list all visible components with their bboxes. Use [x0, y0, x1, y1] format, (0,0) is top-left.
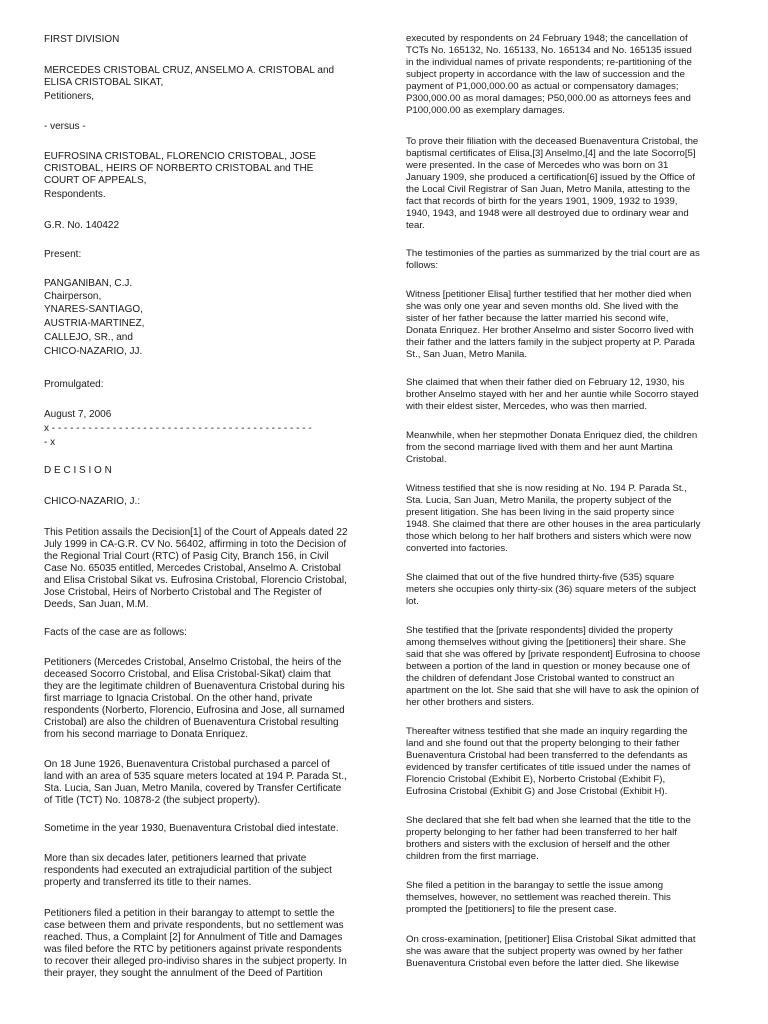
right-column-text-line: P100,000.00 as exemplary damages. — [406, 105, 565, 116]
left-column-text-line: - versus - — [44, 121, 86, 132]
left-column-text-line: YNARES-SANTIAGO, — [44, 304, 143, 315]
right-column-text-line: from the second marriage lived with them and her aunt Martina — [406, 442, 673, 453]
right-column-text-line: Eufrosina Cristobal (Exhibit G) and Jose Cristobal (Exhibit H). — [406, 786, 668, 797]
left-column-text-line: CHICO-NAZARIO, JJ. — [44, 346, 143, 357]
left-column-text-line: Chairperson, — [44, 291, 102, 302]
right-column-text-line: children from the first marriage. — [406, 851, 539, 862]
right-column-text-line: fact that records of birth for the years 1901, 1909, 1932 to 1939, — [406, 196, 678, 207]
left-column-text-line: July 1999 in CA-G.R. CV No. 56402, affirming in toto the Decision of — [44, 539, 347, 550]
right-column-text-line: those which belong to her half brothers and sisters which were now — [406, 531, 692, 542]
right-column-text-line: Witness [petitioner Elisa] further testified that her mother died when — [406, 289, 692, 300]
right-column-text-line: executed by respondents on 24 February 1948; the cancellation of — [406, 33, 688, 44]
left-column-text-line: land with an area of 535 square meters located at 194 P. Parada St., — [44, 771, 347, 782]
right-column-text-line: the Local Civil Registrar of San Juan, Metro Manila, attesting to the — [406, 184, 691, 195]
right-column-text-line: 1940, 1943, and 1948 were all destroyed due to ordinary wear and — [406, 208, 689, 219]
right-column-text-line: She testified that the [private respondents] divided the property — [406, 625, 673, 636]
left-column-text-line: was filed before the RTC by petitioners against private respondents — [44, 944, 342, 955]
left-column-text-line: their prayer, they sought the annulment of the Deed of Partition — [44, 968, 323, 979]
left-column-text-line: Sometime in the year 1930, Buenaventura Cristobal died intestate. — [44, 823, 339, 834]
left-column-text-line: they are the legitimate children of Buenaventura Cristobal during his — [44, 681, 345, 692]
left-column-text-line: the Regional Trial Court (RTC) of Pasig City, Branch 156, in Civil — [44, 551, 329, 562]
left-column-text-line: COURT OF APPEALS, — [44, 175, 147, 186]
right-column-text-line: Cristobal. — [406, 454, 447, 465]
right-column-text-line: January 1909, she produced a certification[6] issued by the Office of — [406, 172, 695, 183]
right-column-text-line: St., San Juan, Metro Manila. — [406, 349, 528, 360]
right-column-text-line: Buenaventura Cristobal had been transferred to the defendants as — [406, 750, 688, 761]
left-column-text-line: On 18 June 1926, Buenaventura Cristobal purchased a parcel of — [44, 759, 330, 770]
left-column-text-line: case between them and private respondents, but no settlement was — [44, 920, 344, 931]
right-column-text-line: Florencio Cristobal (Exhibit E), Norberto Cristobal (Exhibit F), — [406, 774, 666, 785]
right-column-text-line: the children of defendant Jose Cristobal wanted to construct an — [406, 673, 675, 684]
right-column-text-line: Buenaventura Cristobal even before the latter died. She likewise — [406, 958, 680, 969]
left-column-text-line: CALLEJO, SR., and — [44, 332, 133, 343]
left-column-text-line: to recover their alleged pro-indiviso shares in the subject property. In — [44, 956, 347, 967]
right-column-text-line: Meanwhile, when her stepmother Donata Enriquez died, the children — [406, 430, 698, 441]
left-column-text-line: deceased Socorro Cristobal, and Elisa Cristobal-Sikat) claim that — [44, 669, 331, 680]
left-column-text-line: Promulgated: — [44, 379, 104, 390]
left-column-text-line: CRISTOBAL, HEIRS OF NORBERTO CRISTOBAL and THE — [44, 163, 314, 174]
right-column-text-line: The testimonies of the parties as summarized by the trial court are as — [406, 248, 700, 259]
right-column-text-line: She claimed that when their father died on February 12, 1930, his — [406, 377, 685, 388]
right-column-text-line: To prove their filiation with the deceased Buenaventura Cristobal, the — [406, 136, 699, 147]
left-column-text-line: of Title (TCT) No. 10878-2 (the subject property). — [44, 795, 261, 806]
left-column-text-line: Deeds, San Juan, M.M. — [44, 599, 149, 610]
right-column-text-line: lot. — [406, 596, 419, 607]
left-column-text-line: Petitioners (Mercedes Cristobal, Anselmo Cristobal, the heirs of the — [44, 657, 342, 668]
right-column-text-line: she was only one year and seven months old. She lived with the — [406, 301, 679, 312]
left-column-text-line: x - - - - - - - - - - - - - - - - - - - - - - - - - - - - - - - - - - - - - - - - - - - — [44, 423, 312, 434]
left-column-text-line: MERCEDES CRISTOBAL CRUZ, ANSELMO A. CRISTOBAL and — [44, 65, 335, 76]
left-column-text-line: G.R. No. 140422 — [44, 220, 120, 231]
left-column-text-line: ELISA CRISTOBAL SIKAT, — [44, 77, 164, 88]
right-column-text-line: She filed a petition in the barangay to settle the issue among — [406, 880, 664, 891]
right-column-text-line: brothers and sisters with the exclusion of herself and the other — [406, 839, 670, 850]
left-column-text-line: reached. Thus, a Complaint [2] for Annulment of Title and Damages — [44, 932, 343, 943]
right-column-text-line: tear. — [406, 220, 425, 231]
left-column-text-line: EUFROSINA CRISTOBAL, FLORENCIO CRISTOBAL, JOSE — [44, 151, 316, 162]
right-column-text-line: subject property in accordance with the law of succession and the — [406, 69, 685, 80]
right-column-text-line: meters she occupies only thirty-six (36) square meters of the subject — [406, 584, 697, 595]
left-column-text-line: respondents had executed an extrajudicial partition of the subject — [44, 865, 332, 876]
right-column-text-line: said that she was offered by [private respondent] Eufrosina to choose — [406, 649, 701, 660]
left-column-text-line: Petitioners, — [44, 91, 95, 102]
left-column-text-line: This Petition assails the Decision[1] of the Court of Appeals dated 22 — [44, 527, 348, 538]
left-column-text-line: Jose Cristobal, Heirs of Norberto Cristobal and The Register of — [44, 587, 322, 598]
right-column-text-line: between a portion of the land in question or money because one of — [406, 661, 690, 672]
right-column-text-line: sister of her father because the latter married his second wife, — [406, 313, 669, 324]
right-column-text-line: in the individual names of private respondents; re-partitioning of the — [406, 57, 692, 68]
left-column-text-line: Facts of the case are as follows: — [44, 627, 187, 638]
right-column-text-line: She declared that she felt bad when she learned that the title to the — [406, 815, 691, 826]
left-column-text-line: Case No. 65035 entitled, Mercedes Cristobal, Anselmo A. Cristobal — [44, 563, 341, 574]
right-column-text-line: P300,000.00 as moral damages; P50,000.00 as attorneys fees and — [406, 93, 691, 104]
right-column-text-line: payment of P1,000,000.00 as actual or compensatory damages; — [406, 81, 679, 92]
right-column-text-line: converted into factories. — [406, 543, 508, 554]
right-column-text-line: TCTs No. 165132, No. 165133, No. 165134 and No. 165135 issued — [406, 45, 692, 56]
right-column-text-line: Donata Enriquez. Her brother Anselmo and sister Socorro lived with — [406, 325, 694, 336]
right-column-text-line: She claimed that out of the five hundred thirty-five (535) square — [406, 572, 675, 583]
right-column-text-line: brother Anselmo stayed with her and her auntie while Socorro stayed — [406, 389, 699, 400]
right-column-text-line: were presented. In the case of Mercedes who was born on 31 — [406, 160, 669, 171]
right-column-text-line: land and she found out that the property belonging to their father — [406, 738, 680, 749]
left-column-text-line: and Elisa Cristobal Sikat vs. Eufrosina Cristobal, Florencio Cristobal, — [44, 575, 347, 586]
right-column-text-line: prompted the [petitioners] to file the present case. — [406, 904, 617, 915]
right-column-text-line: present litigation. She has been living in the said property since — [406, 507, 675, 518]
right-column-text-line: their father and the latters family in the subject property at P. Parada — [406, 337, 695, 348]
right-column-text-line: Thereafter witness testified that she made an inquiry regarding the — [406, 726, 688, 737]
right-column-text-line: 1948. She claimed that there are other houses in the area particularly — [406, 519, 701, 530]
left-column-text-line: Cristobal) are also the children of Buenaventura Cristobal resulting — [44, 717, 339, 728]
right-column-text-line: among themselves without giving the [petitioners] their share. She — [406, 637, 686, 648]
right-column-text-line: On cross-examination, [petitioner] Elisa Cristobal Sikat admitted that — [406, 934, 696, 945]
right-column-text-line: evidenced by transfer certificates of title issued under the names of — [406, 762, 691, 773]
left-column-text-line: Respondents. — [44, 189, 106, 200]
left-column-text-line: CHICO-NAZARIO, J.: — [44, 496, 141, 507]
left-column-text-line: - x — [44, 437, 56, 448]
left-column-text-line: first marriage to Ignacia Cristobal. On the other hand, private — [44, 693, 313, 704]
right-column-text-line: she was aware that the subject property was owned by her father — [406, 946, 683, 957]
left-column-text-line: D E C I S I O N — [44, 465, 112, 476]
right-column-text-line: follows: — [406, 260, 438, 271]
right-column-text-line: with their eldest sister, Mercedes, who was then married. — [406, 401, 648, 412]
right-column-text-line: property belonging to her father had been transferred to her half — [406, 827, 677, 838]
right-column-text-line: her other brothers and sisters. — [406, 697, 534, 708]
right-column-text-line: Witness testified that she is now residing at No. 194 P. Parada St., — [406, 483, 687, 494]
left-column-text-line: Sta. Lucia, San Juan, Metro Manila, covered by Transfer Certificate — [44, 783, 342, 794]
right-column-text-line: baptismal certificates of Elisa,[3] Anselmo,[4] and the late Socorro[5] — [406, 148, 696, 159]
left-column-text-line: Petitioners filed a petition in their barangay to attempt to settle the — [44, 908, 335, 919]
right-column-text-line: themselves, however, no settlement was reached therein. This — [406, 892, 671, 903]
left-column-text-line: More than six decades later, petitioners learned that private — [44, 853, 307, 864]
right-column-text-line: Sta. Lucia, San Juan, Metro Manila, the property subject of the — [406, 495, 672, 506]
right-column-text-line: apartment on the lot. She said that she will have to ask the opinion of — [406, 685, 699, 696]
left-column-text-line: from his second marriage to Donata Enriquez. — [44, 729, 248, 740]
left-column-text-line: AUSTRIA-MARTINEZ, — [44, 318, 145, 329]
left-column-text-line: property and transferred its title to their names. — [44, 877, 252, 888]
left-column-text-line: PANGANIBAN, C.J. — [44, 278, 133, 289]
left-column-text-line: August 7, 2006 — [44, 409, 112, 420]
left-column-text-line: FIRST DIVISION — [44, 34, 120, 45]
left-column-text-line: respondents (Norberto, Florencio, Eufrosina and Jose, all surnamed — [44, 705, 345, 716]
left-column-text-line: Present: — [44, 249, 82, 260]
